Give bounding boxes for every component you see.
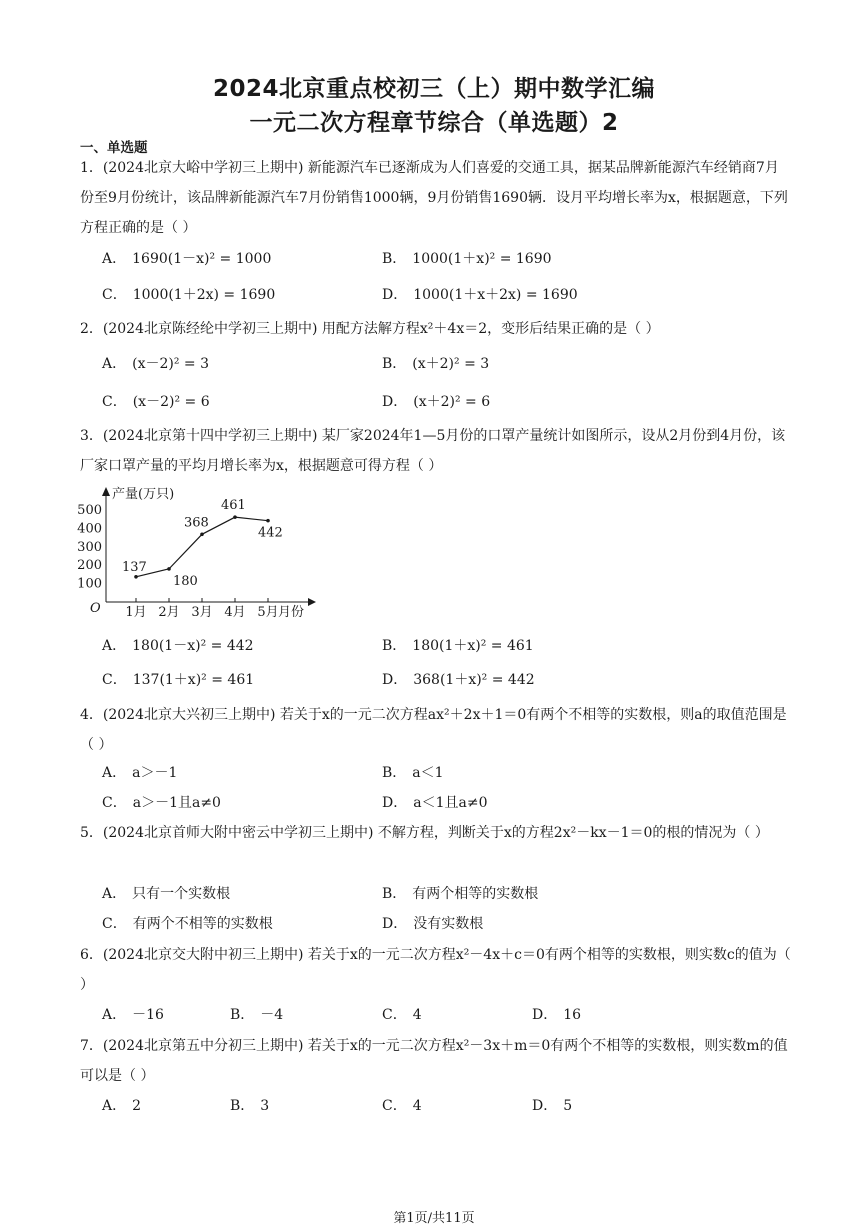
option-7a: A． 2 (102, 1098, 142, 1114)
option-4b: B． a＜1 (382, 765, 444, 781)
option-5a: A． 只有一个实数根 (102, 886, 231, 902)
option-4a: A． a＞－1 (102, 765, 178, 781)
data-point (233, 515, 237, 519)
x-tick-label: 3月 (191, 605, 213, 620)
y-tick-label: 100 (77, 576, 102, 592)
option-5c: C． 有两个不相等的实数根 (102, 916, 273, 932)
option-2c: C． (x－2)² = 6 (102, 394, 210, 410)
data-point (167, 567, 171, 571)
question-4: 4．(2024北京大兴初三上期中) 若关于x的一元二次方程ax²＋2x＋1＝0有两个不相等的实数根，则a的取值范围是（ ） (80, 707, 787, 753)
data-label: 137 (122, 559, 147, 575)
option-4c: C． a＞－1且a≠0 (102, 795, 221, 811)
y-tick-label: 200 (77, 558, 102, 574)
option-3c: C． 137(1＋x)² = 461 (102, 672, 255, 688)
question-6: 6．(2024北京交大附中初三上期中) 若关于x的一元二次方程x²－4x＋c＝0有两个相等的实数根，则实数c的值为（ ） (80, 947, 791, 993)
option-1d: D． 1000(1＋x＋2x) = 1690 (382, 287, 578, 303)
y-axis-arrow (102, 487, 110, 496)
option-3d: D． 368(1＋x)² = 442 (382, 672, 535, 688)
option-2b: B． (x＋2)² = 3 (382, 356, 490, 372)
page-footer: 第1页/共11页 (393, 1211, 475, 1226)
question-7: 7．(2024北京第五中分初三上期中) 若关于x的一元二次方程x²－3x＋m＝0有两个不相等的实数根，则实数m的值可以是（ ） (80, 1038, 788, 1084)
option-6d: D． 16 (532, 1007, 582, 1023)
option-6c: C． 4 (382, 1007, 422, 1023)
option-1c: C． 1000(1＋2x) = 1690 (102, 287, 276, 303)
production-line-chart (77, 484, 332, 624)
option-5b: B． 有两个相等的实数根 (382, 886, 539, 902)
x-tick-label: 1月 (125, 605, 147, 620)
option-7d: D． 5 (532, 1098, 573, 1114)
x-axis-label: 月份 (278, 605, 305, 620)
question-2: 2．(2024北京陈经纶中学初三上期中) 用配方法解方程x²＋4x＝2，变形后结果正确的是（ ） (80, 321, 660, 337)
question-5: 5．(2024北京首师大附中密云中学初三上期中) 不解方程，判断关于x的方程2x²－kx－1＝0的根的情况为（ ） (80, 825, 769, 841)
question-1: 1．(2024北京大峪中学初三上期中) 新能源汽车已逐渐成为人们喜爱的交通工具，据某品牌新能源汽车经销商7月份至9月份统计，该品牌新能源汽车7月份销售1000辆，9月份销售1690辆．设月平均增长率为x，根据题意，下列方程正确的是（ ） (80, 160, 788, 236)
data-label: 368 (184, 515, 209, 531)
option-6a: A． －16 (102, 1007, 164, 1023)
data-point (266, 519, 270, 523)
y-tick-label: 400 (77, 521, 102, 537)
option-7c: C． 4 (382, 1098, 422, 1114)
option-2d: D． (x＋2)² = 6 (382, 394, 491, 410)
origin-label: O (90, 601, 101, 616)
option-6b: B． －4 (230, 1007, 284, 1023)
section-heading: 一、单选题 (80, 140, 148, 156)
y-axis-label: 产量(万只) (112, 487, 175, 502)
data-point (200, 532, 204, 536)
x-tick-label: 2月 (158, 605, 180, 620)
option-7b: B． 3 (230, 1098, 270, 1114)
option-1b: B． 1000(1＋x)² = 1690 (382, 251, 552, 267)
page-title: 2024北京重点校初三（上）期中数学汇编 (212, 76, 655, 102)
option-5d: D． 没有实数根 (382, 916, 484, 932)
y-tick-label: 300 (77, 539, 102, 555)
option-3b: B． 180(1＋x)² = 461 (382, 638, 534, 654)
option-3a: A． 180(1－x)² = 442 (102, 638, 254, 654)
page-subtitle: 一元二次方程章节综合（单选题）2 (249, 110, 619, 136)
data-point (134, 575, 138, 579)
option-4d: D． a＜1且a≠0 (382, 795, 488, 811)
data-label: 461 (221, 498, 246, 514)
option-2a: A． (x－2)² = 3 (102, 356, 210, 372)
option-1a: A． 1690(1－x)² = 1000 (102, 251, 272, 267)
data-label: 442 (258, 525, 283, 541)
question-3: 3．(2024北京第十四中学初三上期中) 某厂家2024年1—5月份的口罩产量统计如图所示，设从2月份到4月份，该厂家口罩产量的平均月增长率为x，根据题意可得方程（ ） (80, 428, 786, 474)
x-tick-label: 5月 (257, 605, 279, 620)
x-axis-arrow (308, 598, 316, 606)
y-tick-label: 500 (77, 503, 102, 518)
x-tick-label: 4月 (224, 605, 246, 620)
data-label: 180 (173, 573, 198, 589)
